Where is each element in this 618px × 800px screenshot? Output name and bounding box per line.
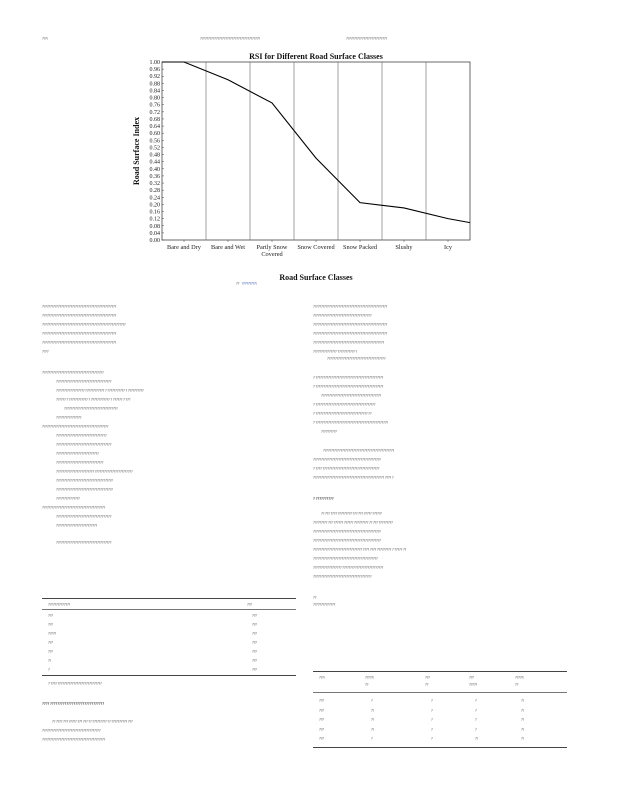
right-para1-line: ???????????????????????????????????????????????: [313, 304, 388, 309]
y-tick-label: 0.56: [149, 138, 160, 145]
y-tick-label: 0.96: [149, 67, 160, 74]
left-section-text: [42, 718, 298, 743]
right-paragraph-3: [313, 510, 569, 580]
table-cell: ???: [48, 622, 53, 627]
table-cell: ??: [371, 707, 375, 713]
rsi-chart: [128, 52, 488, 284]
y-tick-label: 0.92: [149, 74, 160, 81]
table-row: [313, 707, 567, 715]
table-cell: ???: [252, 667, 257, 672]
y-tick-label: 0.24: [149, 195, 160, 202]
y-tick-label: 0.16: [149, 209, 160, 216]
table-row: [42, 666, 296, 674]
table-cell: ???: [252, 649, 257, 654]
y-tick-label: 0.08: [149, 223, 160, 230]
y-tick-label: 0.48: [149, 152, 160, 159]
right-bullet-line: ? ??????????????????????????????????????????????: [313, 420, 388, 425]
left-list-line: ??????????????????????????????????: [64, 406, 118, 411]
table-row: [42, 612, 296, 620]
right-indent-line: ?????????????????????????????????????: [327, 356, 386, 361]
right-para2-line: ????????????????????????????????????????????? ???? ?: [313, 475, 394, 480]
table-cell: ??: [521, 726, 525, 732]
left-list-line: ???????????????????????????: [56, 451, 99, 456]
y-tick-label: 0.40: [149, 166, 160, 173]
table-row: [42, 648, 296, 656]
left-list-line: ???????????????????????????????????: [56, 514, 112, 519]
left-list-line: ?????????????????? ???????????? ? ??????????? ? ??????????: [56, 388, 144, 393]
table-cell: ??: [521, 698, 525, 703]
y-tick-label: 0.60: [149, 131, 160, 138]
right-para1-line: ???????????????????????????????????????????????: [313, 322, 388, 327]
right-para3-line: ?? ??? ???? ????????? ??? ??? ????? ??????: [321, 511, 382, 516]
left-table-header-1: ??????????????: [48, 602, 71, 607]
table-cell: ??: [521, 717, 525, 722]
y-tick-label: 0.84: [149, 88, 160, 95]
right-table-heading: ??: [313, 595, 317, 600]
right-subheading: ? ??????????: [313, 496, 334, 501]
x-tick-label: Partly Snow: [256, 244, 288, 251]
y-tick-label: 0.04: [149, 230, 160, 237]
left-list-line: ???????????????????????????????????????: [42, 370, 104, 375]
table-cell: ??: [371, 726, 375, 732]
right-table-header: [313, 674, 567, 690]
right-para3-line: ??????????????????????????????? ???? ???? ????????? ? ????? ??: [313, 547, 407, 552]
right-para1-line: ?????????????????????????????????????????????: [313, 340, 384, 345]
table-row: [42, 621, 296, 629]
left-list-line: ?????? ? ???????????? ? ???????????? ? ?????? ? ???: [56, 397, 131, 402]
left-table-header-2: ???: [247, 602, 252, 607]
table-cell: ?: [475, 717, 477, 722]
table-header-cell: ??? ??: [425, 675, 430, 687]
table-cell: ???: [48, 613, 53, 618]
y-tick-label: 0.76: [149, 102, 160, 109]
figure-caption-link[interactable]: ??????????: [241, 281, 258, 286]
right-column: [313, 303, 569, 608]
left-list-line: ??????????????????????????????: [56, 460, 104, 465]
right-para2-line: ???????????????????????????????????????????: [313, 457, 381, 462]
left-para1-line: ???????????????????????????????????????????????: [42, 304, 117, 309]
table-cell: ?????: [48, 631, 56, 636]
x-tick-label: Icy: [443, 244, 453, 251]
running-header-center: ??????????????????????????????????????: [200, 36, 260, 41]
x-tick-label: Bare and Dry: [167, 244, 201, 251]
left-list-line: ????????????????: [56, 415, 82, 420]
y-tick-label: 0.72: [149, 109, 160, 116]
y-tick-label: 1.00: [149, 60, 160, 66]
x-tick-label: Snow Covered: [297, 244, 335, 251]
figure-label: ??: [236, 281, 240, 286]
left-table-note: ? ???? ????????????????????????????: [48, 681, 102, 686]
table-cell: ???: [319, 717, 324, 722]
left-list-line: ??????????????????????????????????????????: [42, 424, 109, 429]
left-column: [42, 303, 298, 546]
table-cell: ?: [371, 698, 373, 703]
left-section-line: ?? ???? ??? ????? ??? ??? ?? ????????? ?? ?????????? ???: [52, 719, 133, 724]
table-cell: ???: [252, 622, 257, 627]
table-cell: ?: [431, 707, 433, 713]
right-para3-line: ?????????????????????????????????????????: [313, 556, 378, 561]
table-cell: ???: [319, 707, 324, 713]
right-bullet-line: ? ???????????????????????????????????????????: [313, 375, 384, 380]
table-row: [313, 716, 567, 724]
right-bullet-line: ? ????????????????????????????????? ??: [313, 411, 372, 416]
table-cell: ???: [48, 649, 53, 654]
x-tick-label: Snow Packed: [342, 244, 378, 251]
right-para1-line: ?????????????????????????????????????: [313, 313, 372, 318]
left-section-line: ????????????????????????????????????????: [42, 737, 106, 742]
right-para2-line: ?????????????????????????????????????????????: [323, 448, 394, 453]
table-cell: ???: [48, 640, 53, 645]
right-para2-line: ? ???? ????????????????????????????????????: [313, 466, 380, 471]
y-tick-label: 0.64: [149, 124, 160, 131]
table-cell: ??: [371, 717, 375, 722]
table-row: [313, 726, 567, 734]
left-para1-line: ???????????????????????????????????????????????: [42, 340, 117, 345]
x-tick-label: Slushy: [395, 244, 413, 251]
left-section-heading: ???? ??????????????????????????????: [42, 701, 105, 706]
right-bullet-line: ? ???????????????????????????????????????????: [313, 384, 384, 389]
table-row: [42, 657, 296, 665]
y-tick-label: 0.88: [149, 81, 160, 88]
table-cell: ???: [252, 631, 257, 636]
table-cell: ???: [252, 613, 257, 618]
table-row: [42, 639, 296, 647]
table-row: [313, 735, 567, 743]
right-bullet-line: ? ??????????????????????????????????????: [313, 402, 376, 407]
left-list-line: ????????????????????????????????????????: [42, 505, 106, 510]
table-cell: ?: [475, 698, 477, 703]
left-list-block: [42, 369, 298, 546]
right-bullet-line: ??????????: [321, 429, 337, 434]
x-tick-label: Bare and Wet: [211, 244, 245, 251]
y-tick-label: 0.12: [149, 216, 160, 223]
table-cell: ???: [252, 658, 257, 663]
table-top-rule: [42, 598, 296, 599]
table-cell: ?: [431, 698, 433, 703]
table-cell: ?: [48, 667, 50, 672]
right-para1-line: ??????????????? ??????????? ?: [313, 349, 358, 354]
y-axis-label: Road Surface Index: [132, 116, 141, 186]
left-para1-line: ????: [42, 349, 49, 354]
right-table-header-rule: [313, 692, 567, 693]
table-cell: ?: [431, 726, 433, 732]
table-cell: ???: [319, 726, 324, 732]
left-list-line: ????????????????????????????????????: [56, 487, 113, 492]
right-paragraph-2: [313, 447, 569, 481]
table-row: [313, 697, 567, 705]
table-cell: ??: [521, 707, 525, 713]
right-para3-line: ?????????????????? ??????????????????????????: [313, 565, 384, 570]
right-bullet-line: ??????????????????????????????????????: [321, 393, 381, 398]
left-paragraph-1: [42, 303, 298, 355]
y-tick-label: 0.52: [149, 145, 160, 152]
left-para1-line: ???????????????????????????????????????????????: [42, 331, 117, 336]
table-bottom-rule: [42, 675, 296, 676]
table-cell: ??: [48, 658, 52, 663]
left-list-line: ???????????????????????????????????: [56, 442, 112, 447]
y-tick-label: 0.44: [149, 159, 160, 166]
left-list-line: ???????????????: [56, 496, 80, 501]
y-tick-label: 0.36: [149, 173, 160, 180]
chart-title: RSI for Different Road Surface Classes: [249, 52, 383, 61]
figure-caption: [236, 280, 257, 287]
table-header-cell: ?????? ??: [365, 675, 375, 687]
table-cell: ?: [431, 736, 433, 741]
y-tick-label: 0.68: [149, 116, 160, 123]
left-list-line: ??????????????????????????: [56, 523, 97, 528]
left-list-line: ????????????????????????????????????: [56, 478, 113, 483]
rsi-chart-svg: [128, 52, 488, 284]
table-header-rule: [42, 609, 296, 610]
left-list-line: ???????????????????????????????????: [56, 379, 112, 384]
table-cell: ???: [252, 640, 257, 645]
y-tick-label: 0.80: [149, 95, 160, 102]
y-tick-label: 0.28: [149, 188, 160, 195]
left-para1-line: ???????????????????????????????????????????????: [42, 313, 117, 318]
right-table-subheading: ??????????????: [313, 602, 336, 607]
left-section-line: ?????????????????????????????????????: [42, 728, 101, 733]
left-list-line: ????????????????????????????????: [56, 433, 107, 438]
right-bullet-list: [313, 374, 569, 435]
table-cell: ???: [319, 736, 324, 741]
running-header-left: ????: [42, 36, 49, 41]
table-header-cell: ????: [319, 675, 326, 680]
table-cell: ??: [521, 736, 525, 741]
table-header-cell: ?????? ??: [515, 675, 525, 687]
left-list-line: ???????????????????????? ????????????????????????: [56, 469, 133, 474]
y-tick-label: 0.00: [149, 238, 160, 244]
x-axis-label: Road Surface Classes: [279, 273, 353, 282]
right-paragraph-1: [313, 303, 569, 355]
table-cell: ?: [475, 707, 477, 713]
right-para1-line: ???????????????????????????????????????????????: [313, 331, 388, 336]
right-para3-line: ?????????????????????????????????????: [313, 574, 372, 579]
right-para3-line: ???????????????????????????????????????????: [313, 529, 381, 534]
x-tick-label: Covered: [261, 251, 283, 258]
running-header-right: ??????????????????????????: [346, 36, 387, 41]
left-para1-line: ?????????????????????????????????????????????????????: [42, 322, 126, 327]
table-cell: ?: [475, 726, 477, 732]
table-header-cell: ??? ?????: [469, 675, 477, 687]
y-tick-label: 0.32: [149, 181, 160, 188]
table-cell: ?: [431, 717, 433, 722]
table-cell: ??: [475, 736, 479, 741]
right-para3-line: ???????????????????????????????????????????: [313, 538, 381, 543]
left-list-line: ???????????????????????????????????: [56, 540, 112, 545]
right-table-top-rule: [313, 671, 567, 672]
table-row: [42, 630, 296, 638]
y-tick-label: 0.20: [149, 202, 160, 209]
right-para3-line: ????????? ??? ?????? ?????? ????????? ?? ??? ?????????: [313, 520, 393, 525]
table-cell: ???: [319, 698, 324, 703]
right-table-bottom-rule: [313, 747, 567, 748]
table-cell: ?: [371, 736, 373, 741]
